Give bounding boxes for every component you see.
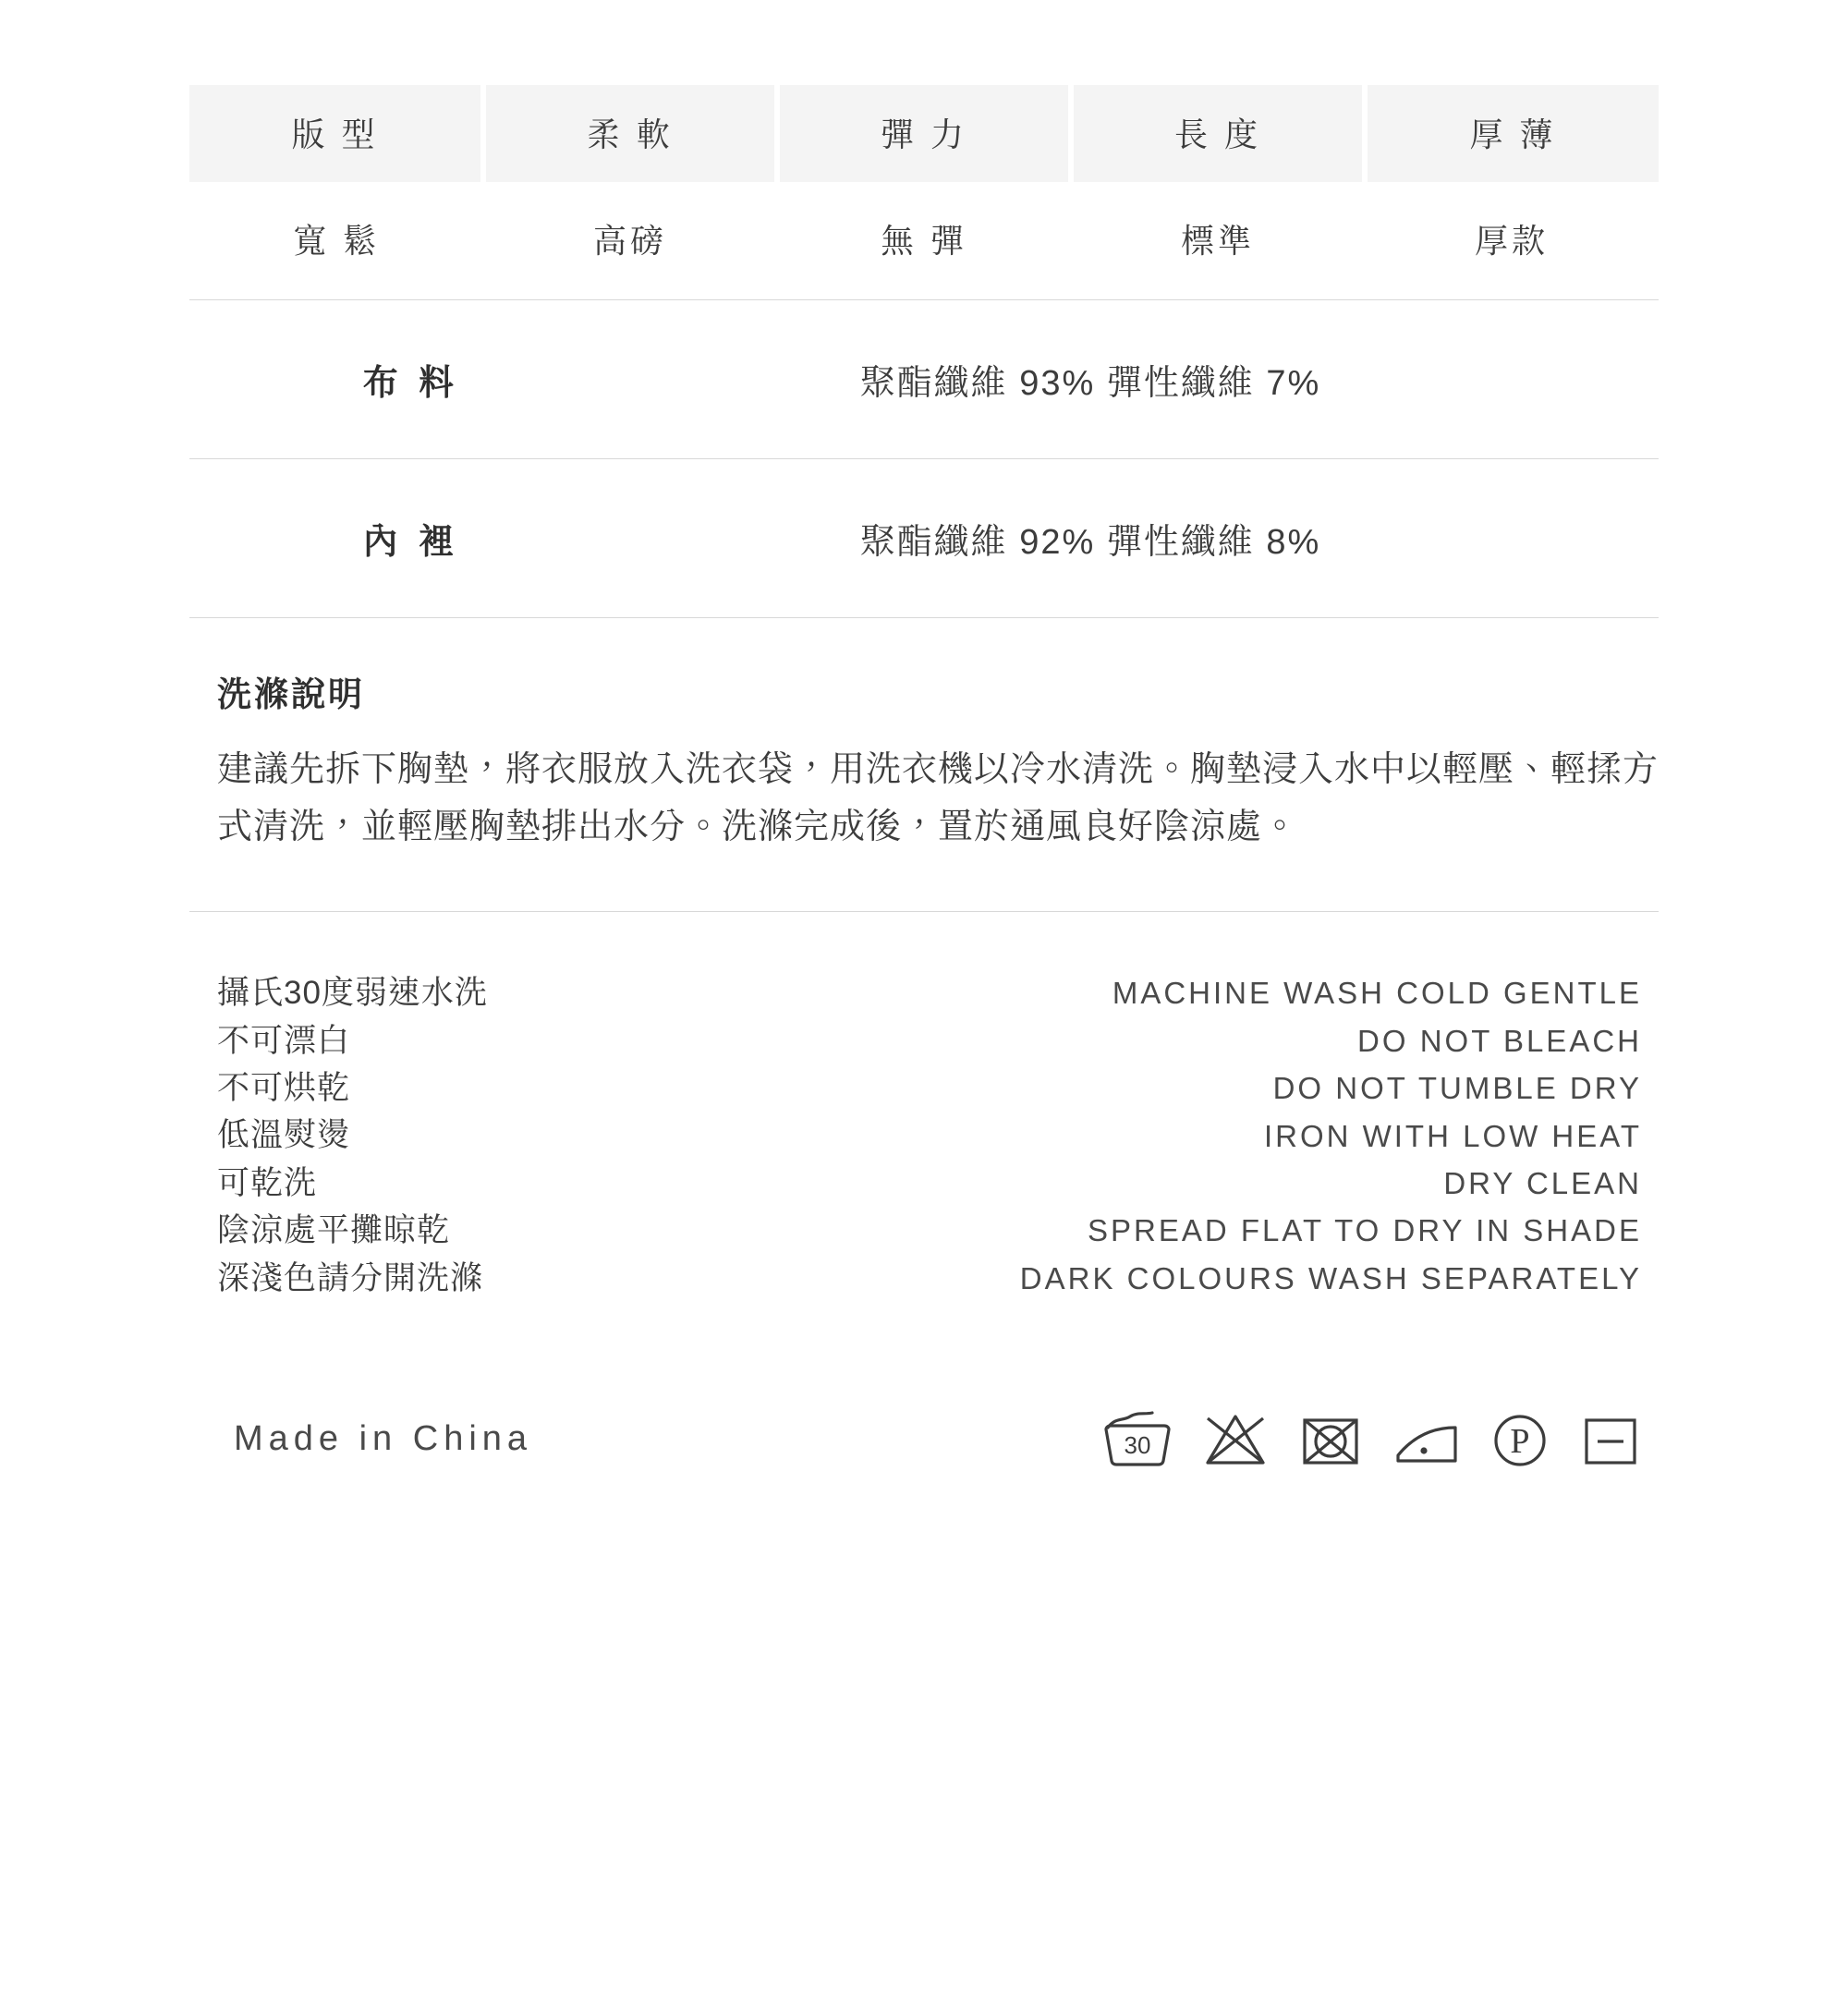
attribute-header-row xyxy=(189,85,1659,182)
care-item-zh: 攝氏30度弱速水洗 xyxy=(217,975,488,1012)
care-item-en: SPREAD FLAT TO DRY IN SHADE xyxy=(1088,1213,1642,1248)
svg-text:P: P xyxy=(1510,1422,1530,1462)
footer xyxy=(189,1302,1659,1468)
attribute-value-length: 標準 xyxy=(1180,222,1255,260)
attribute-value-fit: 寬 鬆 xyxy=(292,222,380,260)
material-value-fabric: 聚酯纖維 93% 彈性纖維 7% xyxy=(859,364,1321,403)
attribute-header-elasticity: 彈 力 xyxy=(777,85,1071,182)
attribute-header-length: 長 度 xyxy=(1071,85,1365,182)
care-item-zh: 不可烘乾 xyxy=(217,1069,351,1106)
care-item-en: DRY CLEAN xyxy=(1443,1165,1642,1200)
care-list-chinese xyxy=(217,969,488,1302)
do-not-tumble-dry-icon xyxy=(1298,1409,1363,1468)
attribute-value-row xyxy=(189,182,1659,299)
care-list xyxy=(189,912,1659,1302)
material-label-lining: 內 裡 xyxy=(362,523,460,562)
care-item-en: IRON WITH LOW HEAT xyxy=(1263,1118,1642,1153)
made-in-label: Made in China xyxy=(234,1418,533,1458)
do-not-bleach-icon xyxy=(1200,1409,1270,1468)
care-item-en: DO NOT BLEACH xyxy=(1357,1023,1642,1058)
attribute-header-softness: 柔 軟 xyxy=(483,85,777,182)
attribute-header-thickness: 厚 薄 xyxy=(1365,85,1659,182)
dry-clean-p-icon xyxy=(1489,1409,1551,1468)
care-item-zh: 不可漂白 xyxy=(217,1022,351,1059)
material-row-lining xyxy=(189,459,1659,617)
care-item-en: DARK COLOURS WASH SEPARATELY xyxy=(1019,1260,1642,1295)
care-item-en: MACHINE WASH COLD GENTLE xyxy=(1112,976,1642,1011)
care-item-zh: 可乾洗 xyxy=(217,1164,318,1201)
attribute-value-softness: 高磅 xyxy=(592,222,667,260)
care-item-zh: 低溫熨燙 xyxy=(217,1117,351,1154)
material-label-fabric: 布 料 xyxy=(362,364,460,403)
washing-instructions-text: 建議先拆下胸墊，將衣服放入洗衣袋，用洗衣機以冷水清洗。胸墊浸入水中以輕壓、輕揉方式清洗，並輕壓胸墊排出水分。洗滌完成後，置於通風良好陰涼處。 xyxy=(217,750,1660,846)
attribute-header-fit: 版 型 xyxy=(189,85,483,182)
attribute-value-thickness: 厚款 xyxy=(1474,222,1549,260)
care-list-english xyxy=(1020,969,1642,1302)
care-symbols xyxy=(1102,1409,1642,1468)
washing-instructions-title: 洗滌說明 xyxy=(217,675,365,713)
svg-text:30: 30 xyxy=(1124,1431,1151,1460)
care-item-zh: 深淺色請分開洗滌 xyxy=(217,1259,484,1296)
material-value-lining: 聚酯纖維 92% 彈性纖維 8% xyxy=(859,523,1321,562)
iron-low-heat-icon xyxy=(1391,1409,1461,1468)
material-row-fabric xyxy=(189,300,1659,458)
washing-instructions-block xyxy=(189,618,1659,911)
wash-30-icon xyxy=(1102,1409,1173,1468)
care-item-zh: 陰涼處平攤晾乾 xyxy=(217,1212,451,1249)
care-item-en: DO NOT TUMBLE DRY xyxy=(1272,1071,1642,1106)
attribute-table xyxy=(189,85,1659,299)
dry-flat-icon xyxy=(1579,1409,1642,1468)
attribute-value-elasticity: 無 彈 xyxy=(880,222,967,260)
